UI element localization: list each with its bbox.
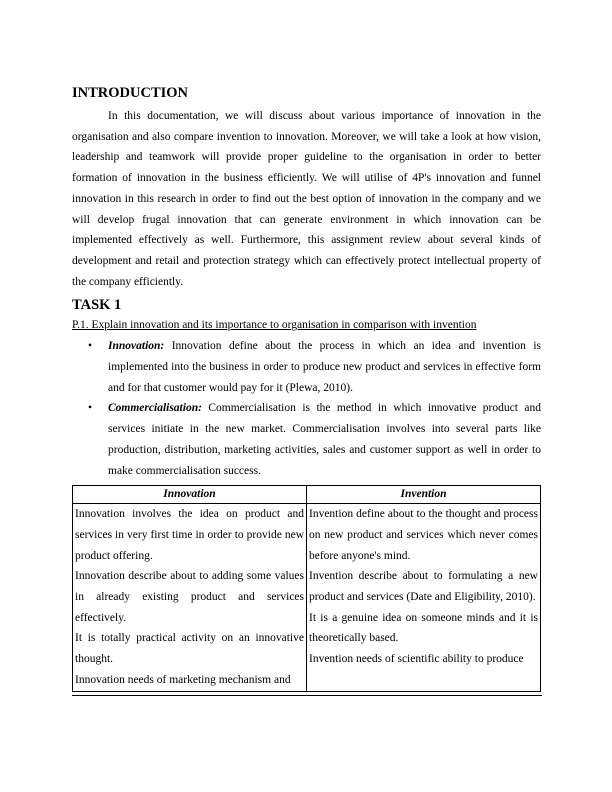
table-cell: [307, 504, 541, 691]
cell-text: Invention needs of scientific ability to produce: [309, 653, 524, 666]
column-header-innovation: Innovation: [73, 486, 307, 504]
table-header-row: [73, 486, 541, 504]
bullet-text: Innovation define about the process in which an idea and invention is implemented into the business in order to produce new product and services in effective form and for that customer would pay for it (Plewa, 2010).: [108, 340, 541, 394]
cell-text: Innovation describe about to adding some values in already existing product and services effectively.: [75, 570, 304, 624]
column-header-invention: Invention: [307, 486, 541, 504]
bullet-list: [72, 336, 541, 481]
task1-heading: TASK 1: [72, 297, 122, 314]
bullet-item-commercialisation: [72, 398, 541, 481]
cell-text: Innovation involves the idea on product and services in very first time in order to provide new product offering.: [75, 508, 304, 562]
introduction-heading: INTRODUCTION: [72, 85, 189, 101]
comparison-table: [72, 485, 541, 691]
cell-text: Innovation needs of marketing mechanism and: [75, 673, 291, 686]
bullet-term: Commercialisation:: [108, 402, 202, 415]
introduction-paragraph: In this documentation, we will discuss about various importance of innovation in the organisation and also compare invention to innovation. Moreover, we will take a look at how vision, leadership and teamwork will provide proper guideline to the organisation in order to better formation of innovation in the business efficiently. We will utilise of 4P's innovation and funnel innovation in this research in order to find out the best option of innovation in the company and we will develop frugal innovation that can generate environment in which innovation can be implemented effectively as well. Furthermore, this assignment review about several kinds of development and retail and protection strategy which can effectively protect intellectual property of the company efficiently.: [72, 110, 541, 288]
bullet-dot-icon: •: [88, 402, 93, 415]
page-content: [72, 84, 541, 696]
table-row: [73, 504, 541, 691]
bullet-term: Innovation:: [108, 340, 165, 353]
bullet-text: Commercialisation is the method in which innovative product and services initiate in the new market. Commercialisation involves into several parts like production, distribution, marketing activities, sales and customer support as well in order to make commercialisation success.: [108, 402, 541, 477]
cell-text: It is a genuine idea on someone minds and it is theoretically based.: [309, 611, 538, 645]
task1-subheading: P.1. Explain innovation and its importance to organisation in comparison with invention: [72, 319, 477, 332]
cell-text: Invention define about to the thought and process on new product and services which never comes before anyone's mind.: [309, 508, 538, 562]
cell-text: It is totally practical activity on an innovative thought.: [75, 632, 304, 666]
bullet-dot-icon: •: [88, 340, 93, 353]
comparison-table-container: [72, 481, 542, 696]
cell-text: Invention describe about to formulating a new product and services (Date and Eligibility, 2010).: [309, 570, 538, 604]
bullet-item-innovation: [72, 336, 541, 398]
table-cell: [73, 504, 307, 691]
